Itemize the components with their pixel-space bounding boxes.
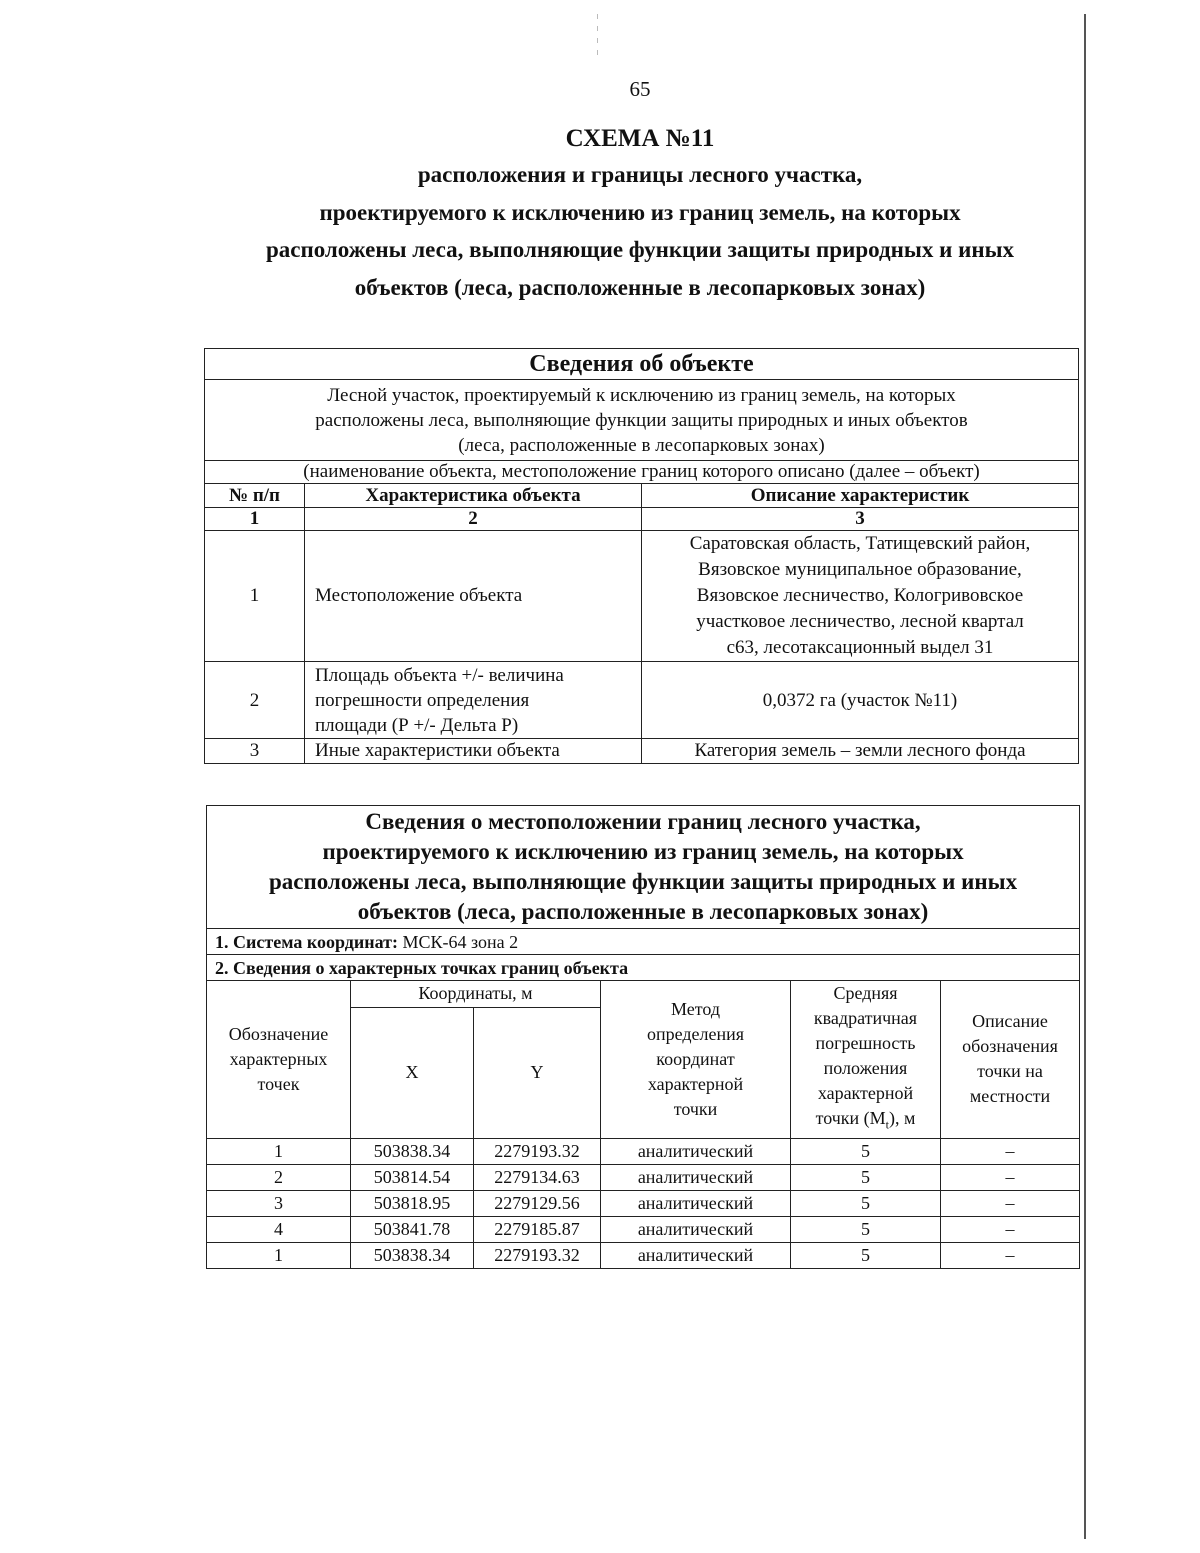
coordinate-system	[207, 929, 1080, 955]
row-characteristic: Иные характеристики объекта	[305, 739, 642, 764]
point-description: –	[941, 1242, 1080, 1268]
column-header-error: Средняя квадратичная погрешность положения характерной точки $(M_t)$, м	[791, 981, 941, 1139]
document-header	[200, 122, 1080, 306]
scan-mark	[597, 14, 598, 58]
point-error: 5	[791, 1242, 941, 1268]
column-header-number: № п/п	[205, 484, 305, 508]
row-description: Категория земель – земли лесного фонда	[642, 739, 1079, 764]
row-number: 2	[205, 662, 305, 739]
subtitle-line: проектируемого к исключению из границ земель, на которых	[319, 199, 961, 225]
row-description: 0,0372 га (участок №11)	[642, 662, 1079, 739]
point-error: 5	[791, 1164, 941, 1190]
row-number: 1	[205, 531, 305, 662]
boundary-info-title	[207, 806, 1080, 929]
object-name-line: (леса, расположенные в лесопарковых зонах)	[458, 434, 825, 456]
point-method: аналитический	[601, 1216, 791, 1242]
characteristic-line: Площадь объекта +/- величина	[315, 664, 564, 686]
object-name-line: расположены леса, выполняющие функции защиты природных и иных объектов	[315, 409, 968, 431]
column-number: 2	[305, 508, 642, 531]
table-row	[205, 739, 1079, 764]
table-row	[207, 1138, 1080, 1164]
boundary-title-line: расположены леса, выполняющие функции защиты природных и иных	[268, 869, 1018, 894]
description-line: Саратовская область, Татищевский район,	[689, 533, 1031, 554]
point-error: 5	[791, 1190, 941, 1216]
table-row	[205, 662, 1079, 739]
point-id: 1	[207, 1242, 351, 1268]
subtitle-line: объектов (леса, расположенные в лесопарковых зонах)	[354, 274, 926, 300]
column-header-y: Y	[474, 1007, 601, 1138]
table-row	[207, 1216, 1080, 1242]
row-characteristic	[305, 662, 642, 739]
subtitle-line: расположения и границы лесного участка,	[417, 162, 863, 187]
point-x: 503818.95	[351, 1190, 474, 1216]
description-line: участковое лесничество, лесной квартал	[696, 611, 1024, 632]
boundary-title-line: Сведения о местоположении границ лесного участка,	[365, 809, 921, 834]
column-header-coordinates: Координаты, м	[351, 981, 601, 1008]
point-id: 4	[207, 1216, 351, 1242]
point-y: 2279134.63	[474, 1164, 601, 1190]
boundary-info-table	[206, 805, 1080, 1269]
point-method: аналитический	[601, 1242, 791, 1268]
column-header-x: X	[351, 1007, 474, 1138]
point-method: аналитический	[601, 1190, 791, 1216]
point-description: –	[941, 1164, 1080, 1190]
object-name-caption: (наименование объекта, местоположение границ которого описано (далее – объект)	[205, 461, 1079, 484]
point-x: 503814.54	[351, 1164, 474, 1190]
description-line: Вязовское муниципальное образование,	[698, 559, 1022, 580]
point-y: 2279193.32	[474, 1242, 601, 1268]
column-number: 1	[205, 508, 305, 531]
point-y: 2279129.56	[474, 1190, 601, 1216]
document-title: СХЕМА №11	[565, 125, 715, 152]
characteristic-line: площади (Р +/- Дельта Р)	[315, 714, 519, 736]
object-name	[205, 380, 1079, 461]
point-method: аналитический	[601, 1138, 791, 1164]
column-number: 3	[642, 508, 1079, 531]
row-description	[642, 531, 1079, 662]
point-x: 503841.78	[351, 1216, 474, 1242]
column-header-designation: Обозначение характерных точек	[207, 981, 351, 1139]
points-section-title: 2. Сведения о характерных точках границ объекта	[207, 955, 1080, 981]
table-row	[207, 1190, 1080, 1216]
page-number: 65	[629, 77, 651, 101]
point-x: 503838.34	[351, 1242, 474, 1268]
point-y: 2279193.32	[474, 1138, 601, 1164]
point-x: 503838.34	[351, 1138, 474, 1164]
point-id: 2	[207, 1164, 351, 1190]
column-header-description: Описание характеристик	[642, 484, 1079, 508]
row-number: 3	[205, 739, 305, 764]
row-characteristic: Местоположение объекта	[305, 531, 642, 662]
table-row	[207, 1242, 1080, 1268]
point-description: –	[941, 1138, 1080, 1164]
point-id: 3	[207, 1190, 351, 1216]
object-info-table	[204, 348, 1079, 764]
coordinate-system-value: МСК-64 зона 2	[402, 931, 519, 952]
subtitle-line: расположены леса, выполняющие функции защиты природных и иных	[265, 237, 1015, 262]
table-row	[207, 1164, 1080, 1190]
point-method: аналитический	[601, 1164, 791, 1190]
point-id: 1	[207, 1138, 351, 1164]
point-y: 2279185.87	[474, 1216, 601, 1242]
point-error: 5	[791, 1138, 941, 1164]
column-header-method: Метод определения координат характерной точки	[601, 981, 791, 1139]
boundary-title-line: объектов (леса, расположенные в лесопарковых зонах)	[357, 899, 929, 924]
column-header-characteristic: Характеристика объекта	[305, 484, 642, 508]
boundary-title-line: проектируемого к исключению из границ земель, на которых	[322, 839, 964, 864]
object-info-title: Сведения об объекте	[205, 349, 1079, 380]
point-description: –	[941, 1190, 1080, 1216]
characteristic-line: погрешности определения	[315, 689, 530, 711]
point-error: 5	[791, 1216, 941, 1242]
object-name-line: Лесной участок, проектируемый к исключению из границ земель, на которых	[327, 384, 956, 406]
document-subtitle	[200, 156, 1080, 306]
table-row	[205, 531, 1079, 662]
page-edge-line	[1084, 14, 1086, 1539]
coordinate-system-label: 1. Система координат:	[215, 931, 398, 952]
point-description: –	[941, 1216, 1080, 1242]
description-line: Вязовское лесничество, Кологривовское	[696, 585, 1024, 606]
description-line: с63, лесотаксационный выдел 31	[726, 637, 994, 658]
column-header-point-description: Описание обозначения точки на местности	[941, 981, 1080, 1139]
